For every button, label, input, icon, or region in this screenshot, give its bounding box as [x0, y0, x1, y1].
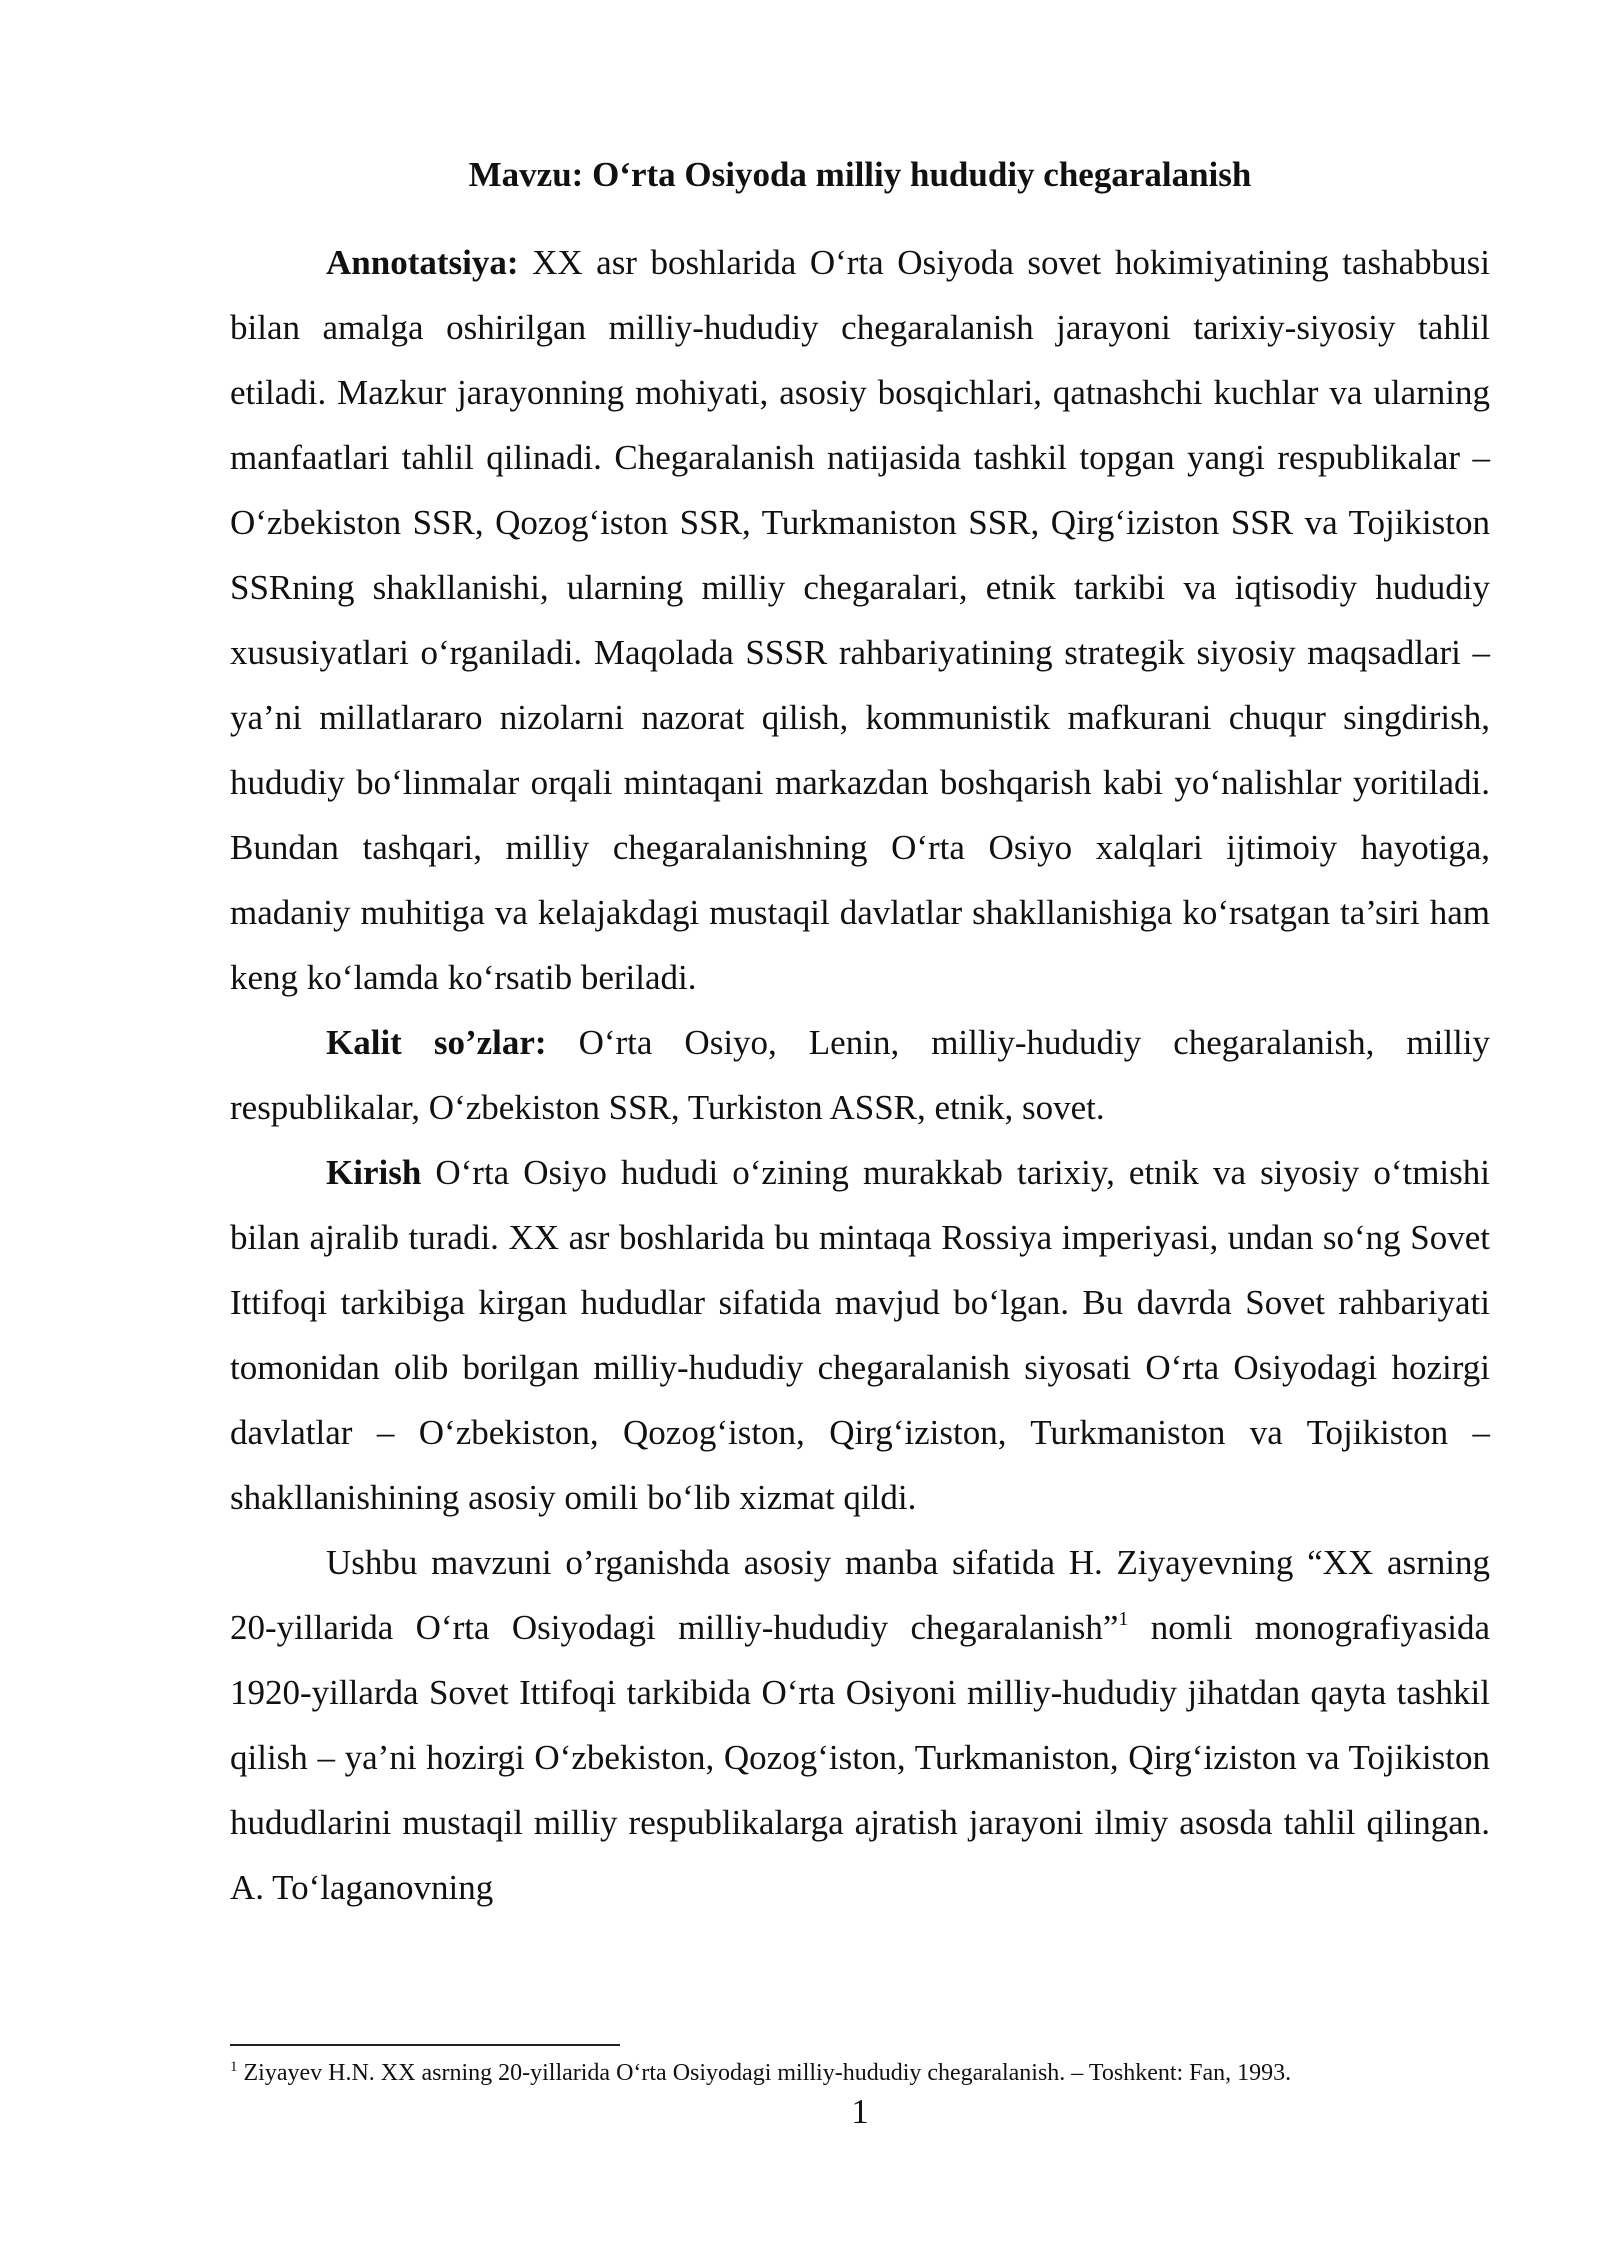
footnote-reference[interactable]: 1	[1118, 1608, 1129, 1630]
keywords-paragraph	[230, 1010, 1490, 1140]
annotation-paragraph	[230, 230, 1490, 1010]
keywords-label: Kalit so’zlar:	[326, 1023, 547, 1062]
sources-text-before: Ushbu mavzuni o’rganishda asosiy manba sifatida H. Ziyayevning “XX asrning 20-yillarida O‘rta Osiyodagi milliy-hududiy chegaralanish”	[230, 1543, 1490, 1647]
introduction-paragraph	[230, 1140, 1490, 1530]
footnote	[230, 2056, 1490, 2090]
footnote-marker: 1	[230, 2059, 238, 2075]
page-number: 1	[851, 2092, 869, 2131]
annotation-text: XX asr boshlarida O‘rta Osiyoda sovet hokimiyatining tashabbusi bilan amalga oshirilgan milliy-hududiy chegaralanish jarayoni tarixiy-siyosiy tahlil etiladi. Mazkur jarayonning mohiyati, asosiy bosqichlari, qatnashchi kuchlar va ularning manfaatlari tahlil qilinadi. Chegaralanish natijasida tashkil topgan yangi respublikalar – O‘zbekiston SSR, Qozog‘iston SSR, Turkmaniston SSR, Qirg‘iziston SSR va Tojikiston SSRning shakllanishi, ularning milliy chegaralari, etnik tarkibi va iqtisodiy hududiy xususiyatlari o‘rganiladi. Maqolada SSSR rahbariyatining strategik siyosiy maqsadlari – ya’ni millatlararo nizolarni nazorat qilish, kommunistik mafkurani chuqur singdirish, hududiy bo‘linmalar orqali mintaqani markazdan boshqarish kabi yo‘nalishlar yoritiladi. Bundan tashqari, milliy chegaralanishning O‘rta Osiyo xalqlari ijtimoiy hayotiga, madaniy muhitiga va kelajakdagi mustaqil davlatlar shakllanishiga ko‘rsatgan ta’siri ham keng ko‘lamda ko‘rsatib beriladi.	[230, 243, 1490, 997]
page-title: Mavzu: O‘rta Osiyoda milliy hududiy chegaralanish	[468, 155, 1252, 194]
article-body	[230, 230, 1490, 1920]
introduction-label: Kirish	[326, 1153, 422, 1192]
footnote-separator	[230, 2044, 620, 2046]
introduction-text: O‘rta Osiyo hududi o‘zining murakkab tarixiy, etnik va siyosiy o‘tmishi bilan ajralib turadi. XX asr boshlarida bu mintaqa Rossiya imperiyasi, undan so‘ng Sovet Ittifoqi tarkibiga kirgan hududlar sifatida mavjud bo‘lgan. Bu davrda Sovet rahbariyati tomonidan olib borilgan milliy-hududiy chegaralanish siyosati O‘rta Osiyodagi hozirgi davlatlar – O‘zbekiston, Qozog‘iston, Qirg‘iziston, Turkmaniston va Tojikiston – shakllanishining asosiy omili bo‘lib xizmat qildi.	[230, 1153, 1490, 1517]
sources-paragraph	[230, 1530, 1490, 1920]
annotation-label: Annotatsiya:	[326, 243, 519, 282]
footnote-text: Ziyayev H.N. XX asrning 20-yillarida O‘rta Osiyodagi milliy-hududiy chegaralanish. – Toshkent: Fan, 1993.	[237, 2060, 1292, 2086]
sources-text-after: nomli monografiyasida 1920-yillarda Sovet Ittifoqi tarkibida O‘rta Osiyoni milliy-hududiy jihatdan qayta tashkil qilish – ya’ni hozirgi O‘zbekiston, Qozog‘iston, Turkmaniston, Qirg‘iziston va Tojikiston hududlarini mustaqil milliy respublikalarga ajratish jarayoni ilmiy asosda tahlil qilingan. A. To‘laganovning	[230, 1608, 1490, 1907]
keywords-text: O‘rta Osiyo, Lenin, milliy-hududiy chegaralanish, milliy respublikalar, O‘zbekiston SSR, Turkiston ASSR, etnik, sovet.	[230, 1023, 1490, 1127]
